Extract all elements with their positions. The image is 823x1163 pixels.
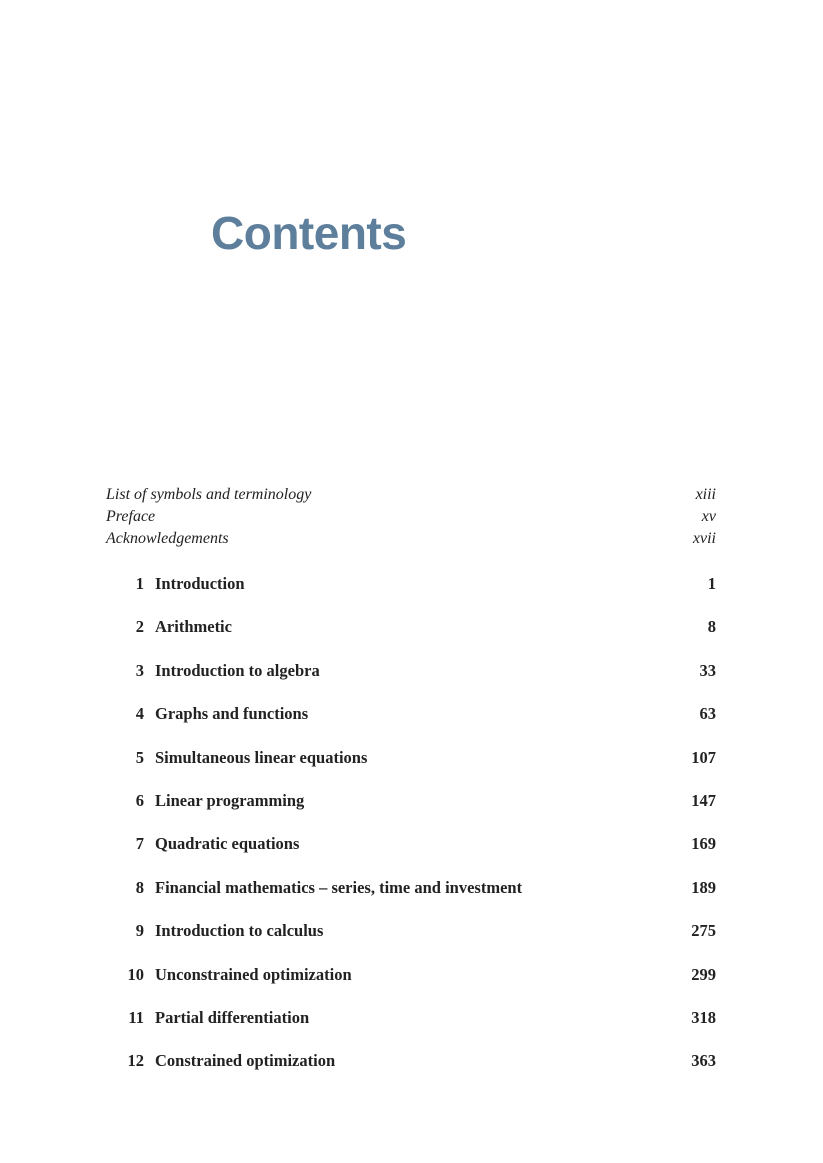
chapter-title: Graphs and functions: [155, 704, 309, 724]
front-matter-page: xvii: [692, 530, 716, 547]
chapter-title: Introduction to calculus: [155, 921, 324, 941]
chapter-entry: [106, 571, 716, 614]
front-matter-item: [106, 506, 716, 528]
chapter-title: Unconstrained optimization: [155, 964, 352, 984]
chapter-entry: [106, 788, 716, 831]
chapter-page: 169: [691, 834, 716, 854]
chapter-number: 10: [127, 964, 144, 984]
chapter-title: Partial differentiation: [155, 1007, 310, 1027]
chapter-title: Arithmetic: [155, 617, 232, 637]
chapter-page: 8: [707, 617, 716, 637]
front-matter-page: xv: [701, 508, 716, 525]
chapter-page: 33: [699, 660, 716, 680]
chapter-number: 2: [135, 617, 144, 637]
page-title: Contents: [211, 207, 407, 259]
chapter-title: Introduction: [155, 574, 245, 593]
chapter-page: 147: [691, 790, 716, 810]
chapter-entry: [106, 1048, 716, 1091]
front-matter-list: [106, 484, 716, 550]
chapter-page: 107: [691, 747, 716, 767]
chapter-number: 7: [135, 834, 144, 854]
front-matter-label: Preface: [106, 508, 156, 525]
chapter-number: 1: [135, 574, 144, 593]
chapter-title: Quadratic equations: [155, 834, 300, 854]
chapter-list: [106, 571, 716, 1092]
chapter-entry: [106, 831, 716, 874]
chapter-entry: [106, 962, 716, 1005]
chapter-entry: [106, 658, 716, 701]
chapter-title: Introduction to algebra: [155, 660, 320, 680]
chapter-entry: [106, 745, 716, 788]
front-matter-item: [106, 484, 716, 506]
chapter-entry: [106, 918, 716, 961]
chapter-title: Simultaneous linear equations: [155, 747, 368, 767]
chapter-entry: [106, 875, 716, 918]
front-matter-label: Acknowledgements: [106, 530, 229, 547]
chapter-entry: [106, 614, 716, 657]
chapter-number: 3: [135, 660, 144, 680]
chapter-number: 5: [135, 747, 144, 767]
chapter-number: 8: [135, 877, 144, 897]
chapter-number: 11: [128, 1007, 144, 1027]
front-matter-page: xiii: [695, 486, 716, 503]
front-matter-item: [106, 528, 716, 550]
chapter-page: 275: [691, 921, 716, 941]
chapter-entry: [106, 701, 716, 744]
chapter-page: 318: [691, 1007, 716, 1027]
chapter-number: 12: [127, 1051, 144, 1071]
chapter-title: Linear programming: [155, 790, 305, 810]
chapter-page: 189: [691, 877, 716, 897]
chapter-page: 63: [699, 704, 716, 724]
chapter-number: 6: [135, 790, 144, 810]
chapter-page: 299: [691, 964, 716, 984]
front-matter-label: List of symbols and terminology: [106, 486, 312, 503]
chapter-number: 9: [135, 921, 144, 941]
chapter-page: 1: [707, 574, 716, 593]
chapter-number: 4: [135, 704, 144, 724]
chapter-page: 363: [691, 1051, 716, 1071]
chapter-entry: [106, 1005, 716, 1048]
chapter-title: Constrained optimization: [155, 1051, 336, 1071]
chapter-title: Financial mathematics – series, time and investment: [155, 877, 523, 897]
